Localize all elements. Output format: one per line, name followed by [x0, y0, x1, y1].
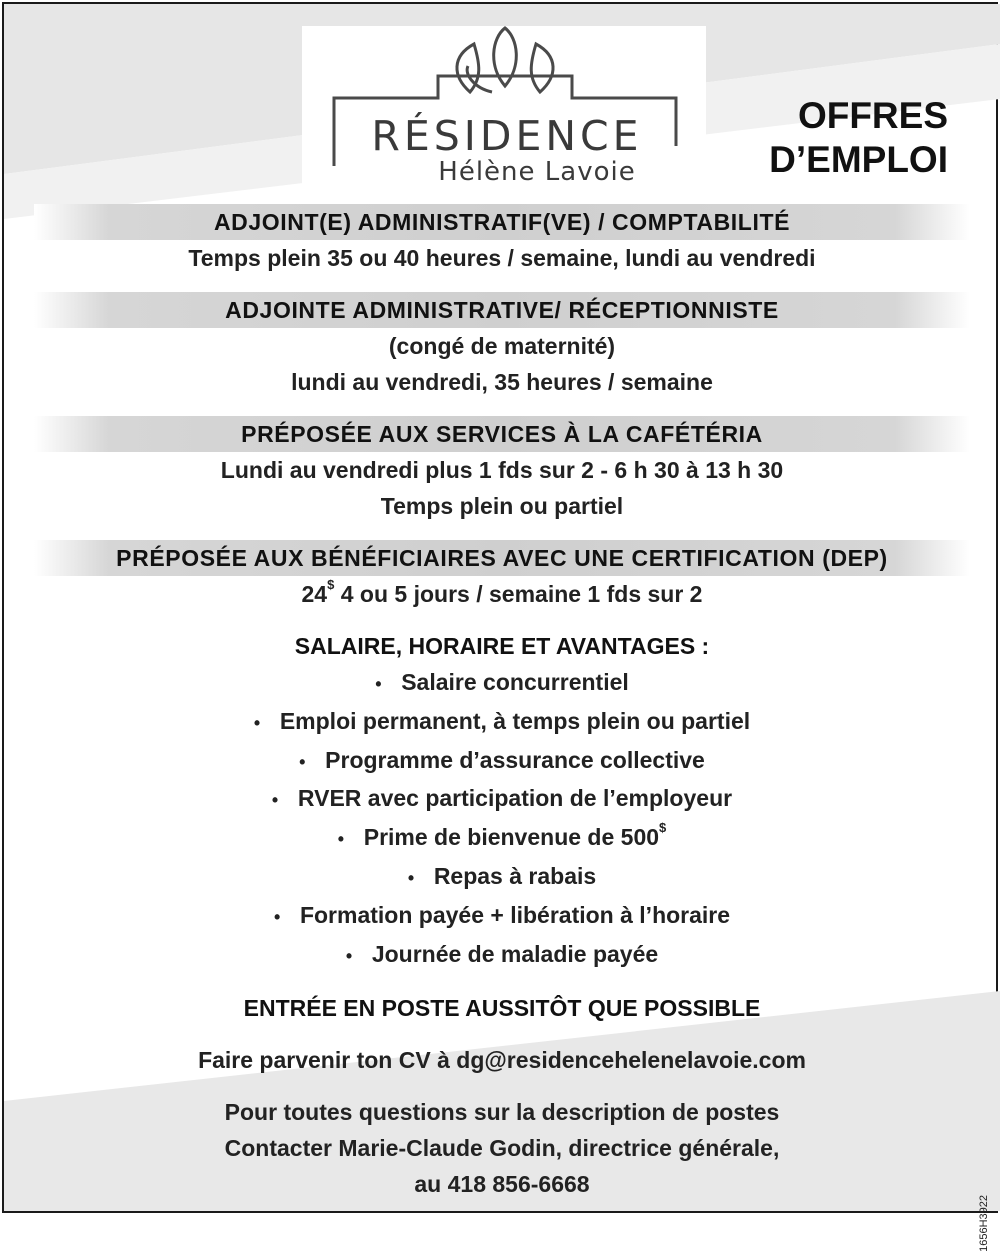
logo [302, 26, 706, 199]
job-detail: Lundi au vendredi plus 1 fds sur 2 - 6 h 30 à 13 h 30 [220, 457, 784, 483]
bullet-icon: • [375, 674, 382, 694]
email-link[interactable]: dg@residencehelenelavoie.com [456, 1047, 806, 1074]
job-title: ADJOINTE ADMINISTRATIVE/ RÉCEPTIONNISTE [225, 296, 779, 323]
bullet-icon: • [337, 829, 345, 850]
bullet-icon: • [271, 790, 279, 811]
bullet-icon: • [273, 906, 281, 927]
start-date-notice: ENTRÉE EN POSTE AUSSITÔT QUE POSSIBLE [243, 995, 761, 1022]
bullet-icon: • [407, 867, 415, 888]
contact-line: Contacter Marie-Claude Godin, directrice générale, [224, 1135, 780, 1162]
list-item: • Journée de maladie payée [4, 936, 1000, 975]
phone-number[interactable]: au 418 856-6668 [414, 1171, 590, 1198]
offres-heading [728, 94, 948, 182]
list-item: • RVER avec participation de l’employeur [4, 780, 1000, 819]
heading-line-1: OFFRES [797, 95, 948, 136]
job-title: PRÉPOSÉE AUX SERVICES À LA CAFÉTÉRIA [241, 420, 763, 447]
currency-symbol: $ [659, 820, 667, 836]
list-item: • Prime de bienvenue de 500$ [4, 819, 1000, 858]
main-content [4, 204, 1000, 1202]
job-detail: Temps plein 35 ou 40 heures / semaine, lundi au vendredi [188, 245, 816, 271]
benefits-heading: SALAIRE, HORAIRE ET AVANTAGES : [294, 633, 710, 659]
job-title-bar [34, 540, 970, 576]
job-detail: Temps plein ou partiel [380, 493, 624, 519]
logo-subtitle: Hélène Lavoie [438, 157, 636, 187]
contact-line: Pour toutes questions sur la description de postes [224, 1099, 780, 1126]
benefits-list [4, 664, 1000, 974]
job-detail: (congé de maternité) [388, 333, 616, 359]
list-item: • Repas à rabais [4, 858, 1000, 897]
job-title-bar [34, 416, 970, 452]
list-item: • Formation payée + libération à l’horaire [4, 897, 1000, 936]
bullet-icon: • [299, 751, 306, 772]
wage-detail: 4 ou 5 jours / semaine 1 fds sur 2 [334, 581, 703, 607]
bullet-icon: • [253, 712, 261, 733]
currency-symbol: $ [327, 577, 335, 592]
bullet-icon: • [345, 945, 353, 966]
job-detail: lundi au vendredi, 35 heures / semaine [291, 369, 713, 395]
list-item: • Salaire concurrentiel [4, 664, 1000, 703]
list-item: • Emploi permanent, à temps plein ou partiel [4, 703, 1000, 742]
job-ad [2, 2, 998, 1252]
job-detail [4, 576, 1000, 612]
logo-wordmark: RÉSIDENCE [371, 112, 643, 160]
ad-reference-code: 1656H3922 [978, 1195, 990, 1252]
job-title-bar [34, 204, 970, 240]
job-title: ADJOINT(E) ADMINISTRATIF(VE) / COMPTABILITÉ [213, 208, 791, 235]
wage-amount: 24 [301, 581, 328, 607]
job-title: PRÉPOSÉE AUX BÉNÉFICIAIRES AVEC UNE CERTIFICATION (DEP) [116, 544, 888, 571]
heading-line-2: D’EMPLOI [769, 139, 948, 180]
apply-prefix: Faire parvenir ton CV à [198, 1047, 457, 1074]
job-title-bar [34, 292, 970, 328]
list-item: • Programme d’assurance collective [4, 742, 1000, 781]
apply-line [4, 1042, 1000, 1078]
